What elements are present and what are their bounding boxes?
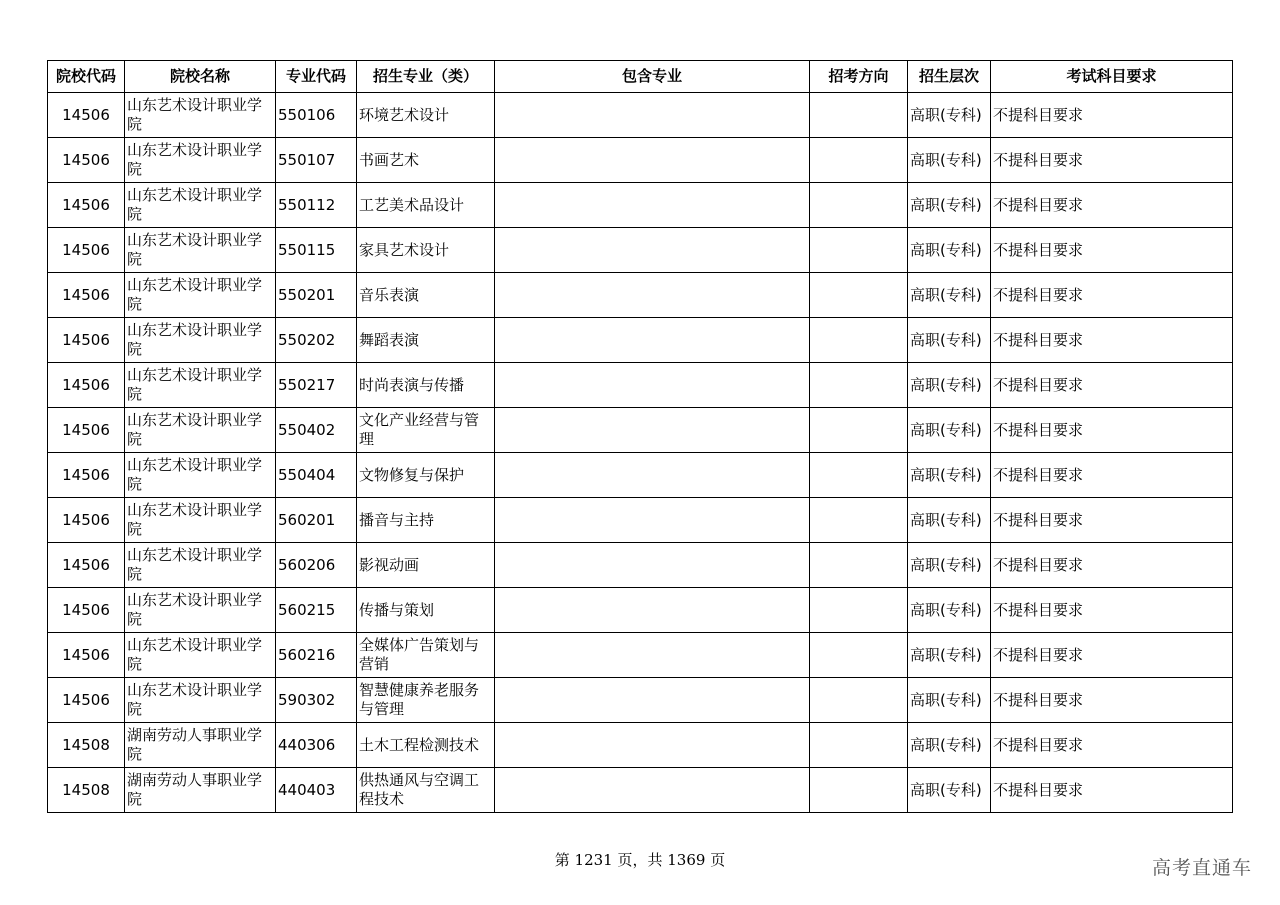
cell-included-majors bbox=[495, 723, 810, 768]
header-row bbox=[48, 61, 1233, 93]
header-school-code: 院校代码 bbox=[48, 61, 125, 93]
cell-major: 书画艺术 bbox=[357, 138, 495, 183]
cell-level: 高职(专科) bbox=[908, 453, 991, 498]
cell-requirement: 不提科目要求 bbox=[991, 183, 1233, 228]
cell-included-majors bbox=[495, 408, 810, 453]
cell-direction bbox=[810, 273, 908, 318]
cell-major-code: 550202 bbox=[276, 318, 357, 363]
cell-direction bbox=[810, 183, 908, 228]
cell-direction bbox=[810, 723, 908, 768]
cell-school-code: 14506 bbox=[48, 498, 125, 543]
cell-direction bbox=[810, 408, 908, 453]
cell-included-majors bbox=[495, 183, 810, 228]
cell-included-majors bbox=[495, 588, 810, 633]
cell-school-name: 山东艺术设计职业学院 bbox=[125, 273, 276, 318]
cell-school-code: 14506 bbox=[48, 228, 125, 273]
cell-school-name: 湖南劳动人事职业学院 bbox=[125, 723, 276, 768]
cell-requirement: 不提科目要求 bbox=[991, 498, 1233, 543]
cell-major: 智慧健康养老服务与管理 bbox=[357, 678, 495, 723]
cell-major-code: 550217 bbox=[276, 363, 357, 408]
cell-direction bbox=[810, 588, 908, 633]
cell-school-code: 14506 bbox=[48, 93, 125, 138]
cell-direction bbox=[810, 93, 908, 138]
cell-major: 音乐表演 bbox=[357, 273, 495, 318]
table-row bbox=[48, 498, 1233, 543]
cell-requirement: 不提科目要求 bbox=[991, 93, 1233, 138]
cell-major-code: 560216 bbox=[276, 633, 357, 678]
cell-school-code: 14506 bbox=[48, 138, 125, 183]
cell-included-majors bbox=[495, 318, 810, 363]
table-row bbox=[48, 678, 1233, 723]
cell-school-code: 14506 bbox=[48, 273, 125, 318]
cell-included-majors bbox=[495, 498, 810, 543]
page-footer: 第 1231 页，共 1369 页 bbox=[554, 851, 726, 869]
cell-major-code: 550404 bbox=[276, 453, 357, 498]
cell-level: 高职(专科) bbox=[908, 723, 991, 768]
cell-level: 高职(专科) bbox=[908, 633, 991, 678]
cell-major-code: 560215 bbox=[276, 588, 357, 633]
cell-direction bbox=[810, 453, 908, 498]
cell-requirement: 不提科目要求 bbox=[991, 588, 1233, 633]
cell-included-majors bbox=[495, 543, 810, 588]
table-row bbox=[48, 543, 1233, 588]
header-level: 招生层次 bbox=[908, 61, 991, 93]
cell-included-majors bbox=[495, 678, 810, 723]
cell-school-code: 14506 bbox=[48, 633, 125, 678]
header-requirement: 考试科目要求 bbox=[991, 61, 1233, 93]
cell-level: 高职(专科) bbox=[908, 543, 991, 588]
cell-direction bbox=[810, 363, 908, 408]
cell-level: 高职(专科) bbox=[908, 588, 991, 633]
cell-major: 文化产业经营与管理 bbox=[357, 408, 495, 453]
cell-school-name: 山东艺术设计职业学院 bbox=[125, 678, 276, 723]
cell-direction bbox=[810, 228, 908, 273]
cell-school-name: 山东艺术设计职业学院 bbox=[125, 138, 276, 183]
header-school-name: 院校名称 bbox=[125, 61, 276, 93]
cell-major-code: 440306 bbox=[276, 723, 357, 768]
cell-level: 高职(专科) bbox=[908, 498, 991, 543]
cell-school-name: 山东艺术设计职业学院 bbox=[125, 588, 276, 633]
cell-level: 高职(专科) bbox=[908, 363, 991, 408]
cell-requirement: 不提科目要求 bbox=[991, 768, 1233, 813]
cell-major: 全媒体广告策划与营销 bbox=[357, 633, 495, 678]
cell-included-majors bbox=[495, 138, 810, 183]
cell-school-name: 山东艺术设计职业学院 bbox=[125, 408, 276, 453]
table-row bbox=[48, 93, 1233, 138]
cell-major: 舞蹈表演 bbox=[357, 318, 495, 363]
table-body bbox=[48, 93, 1233, 813]
cell-level: 高职(专科) bbox=[908, 318, 991, 363]
cell-school-code: 14506 bbox=[48, 408, 125, 453]
cell-included-majors bbox=[495, 273, 810, 318]
cell-requirement: 不提科目要求 bbox=[991, 228, 1233, 273]
cell-major-code: 550112 bbox=[276, 183, 357, 228]
watermark: 高考直通车 bbox=[1151, 857, 1252, 879]
cell-level: 高职(专科) bbox=[908, 768, 991, 813]
cell-school-code: 14506 bbox=[48, 453, 125, 498]
cell-included-majors bbox=[495, 633, 810, 678]
cell-major-code: 550201 bbox=[276, 273, 357, 318]
cell-direction bbox=[810, 138, 908, 183]
cell-major-code: 550402 bbox=[276, 408, 357, 453]
cell-major-code: 440403 bbox=[276, 768, 357, 813]
cell-included-majors bbox=[495, 228, 810, 273]
cell-school-code: 14506 bbox=[48, 678, 125, 723]
cell-school-name: 山东艺术设计职业学院 bbox=[125, 183, 276, 228]
cell-school-name: 山东艺术设计职业学院 bbox=[125, 543, 276, 588]
cell-level: 高职(专科) bbox=[908, 678, 991, 723]
cell-major-code: 590302 bbox=[276, 678, 357, 723]
cell-major-code: 560206 bbox=[276, 543, 357, 588]
header-included-majors: 包含专业 bbox=[495, 61, 810, 93]
cell-school-code: 14506 bbox=[48, 543, 125, 588]
cell-major: 时尚表演与传播 bbox=[357, 363, 495, 408]
cell-school-code: 14508 bbox=[48, 768, 125, 813]
cell-level: 高职(专科) bbox=[908, 408, 991, 453]
cell-level: 高职(专科) bbox=[908, 273, 991, 318]
cell-included-majors bbox=[495, 363, 810, 408]
cell-major-code: 550115 bbox=[276, 228, 357, 273]
cell-direction bbox=[810, 678, 908, 723]
cell-direction bbox=[810, 543, 908, 588]
table-row bbox=[48, 228, 1233, 273]
table-row bbox=[48, 183, 1233, 228]
cell-school-code: 14506 bbox=[48, 363, 125, 408]
header-major-code: 专业代码 bbox=[276, 61, 357, 93]
cell-requirement: 不提科目要求 bbox=[991, 273, 1233, 318]
cell-included-majors bbox=[495, 768, 810, 813]
cell-requirement: 不提科目要求 bbox=[991, 723, 1233, 768]
cell-level: 高职(专科) bbox=[908, 93, 991, 138]
table-row bbox=[48, 408, 1233, 453]
table-row bbox=[48, 588, 1233, 633]
cell-requirement: 不提科目要求 bbox=[991, 408, 1233, 453]
cell-major: 供热通风与空调工程技术 bbox=[357, 768, 495, 813]
cell-included-majors bbox=[495, 93, 810, 138]
cell-requirement: 不提科目要求 bbox=[991, 318, 1233, 363]
table-row bbox=[48, 273, 1233, 318]
cell-major: 环境艺术设计 bbox=[357, 93, 495, 138]
cell-requirement: 不提科目要求 bbox=[991, 453, 1233, 498]
cell-school-name: 山东艺术设计职业学院 bbox=[125, 498, 276, 543]
cell-major-code: 560201 bbox=[276, 498, 357, 543]
cell-major: 土木工程检测技术 bbox=[357, 723, 495, 768]
table-row bbox=[48, 138, 1233, 183]
cell-school-code: 14506 bbox=[48, 183, 125, 228]
cell-requirement: 不提科目要求 bbox=[991, 543, 1233, 588]
table-row bbox=[48, 633, 1233, 678]
admissions-table bbox=[47, 60, 1233, 813]
cell-major: 工艺美术品设计 bbox=[357, 183, 495, 228]
header-direction: 招考方向 bbox=[810, 61, 908, 93]
cell-major: 家具艺术设计 bbox=[357, 228, 495, 273]
cell-major: 传播与策划 bbox=[357, 588, 495, 633]
cell-major: 播音与主持 bbox=[357, 498, 495, 543]
cell-direction bbox=[810, 498, 908, 543]
header-major: 招生专业（类） bbox=[357, 61, 495, 93]
table-row bbox=[48, 453, 1233, 498]
cell-school-name: 山东艺术设计职业学院 bbox=[125, 93, 276, 138]
table-row bbox=[48, 723, 1233, 768]
cell-school-code: 14508 bbox=[48, 723, 125, 768]
cell-included-majors bbox=[495, 453, 810, 498]
cell-level: 高职(专科) bbox=[908, 228, 991, 273]
cell-direction bbox=[810, 318, 908, 363]
cell-major-code: 550107 bbox=[276, 138, 357, 183]
cell-major: 文物修复与保护 bbox=[357, 453, 495, 498]
cell-school-name: 湖南劳动人事职业学院 bbox=[125, 768, 276, 813]
cell-requirement: 不提科目要求 bbox=[991, 633, 1233, 678]
cell-major: 影视动画 bbox=[357, 543, 495, 588]
cell-direction bbox=[810, 633, 908, 678]
cell-school-name: 山东艺术设计职业学院 bbox=[125, 633, 276, 678]
cell-requirement: 不提科目要求 bbox=[991, 678, 1233, 723]
cell-school-name: 山东艺术设计职业学院 bbox=[125, 363, 276, 408]
cell-level: 高职(专科) bbox=[908, 183, 991, 228]
document-sheet bbox=[47, 60, 1232, 813]
cell-school-name: 山东艺术设计职业学院 bbox=[125, 453, 276, 498]
cell-school-name: 山东艺术设计职业学院 bbox=[125, 318, 276, 363]
cell-school-code: 14506 bbox=[48, 318, 125, 363]
cell-school-code: 14506 bbox=[48, 588, 125, 633]
cell-requirement: 不提科目要求 bbox=[991, 363, 1233, 408]
table-row bbox=[48, 363, 1233, 408]
table-row bbox=[48, 318, 1233, 363]
cell-requirement: 不提科目要求 bbox=[991, 138, 1233, 183]
cell-major-code: 550106 bbox=[276, 93, 357, 138]
cell-level: 高职(专科) bbox=[908, 138, 991, 183]
table-row bbox=[48, 768, 1233, 813]
cell-direction bbox=[810, 768, 908, 813]
cell-school-name: 山东艺术设计职业学院 bbox=[125, 228, 276, 273]
